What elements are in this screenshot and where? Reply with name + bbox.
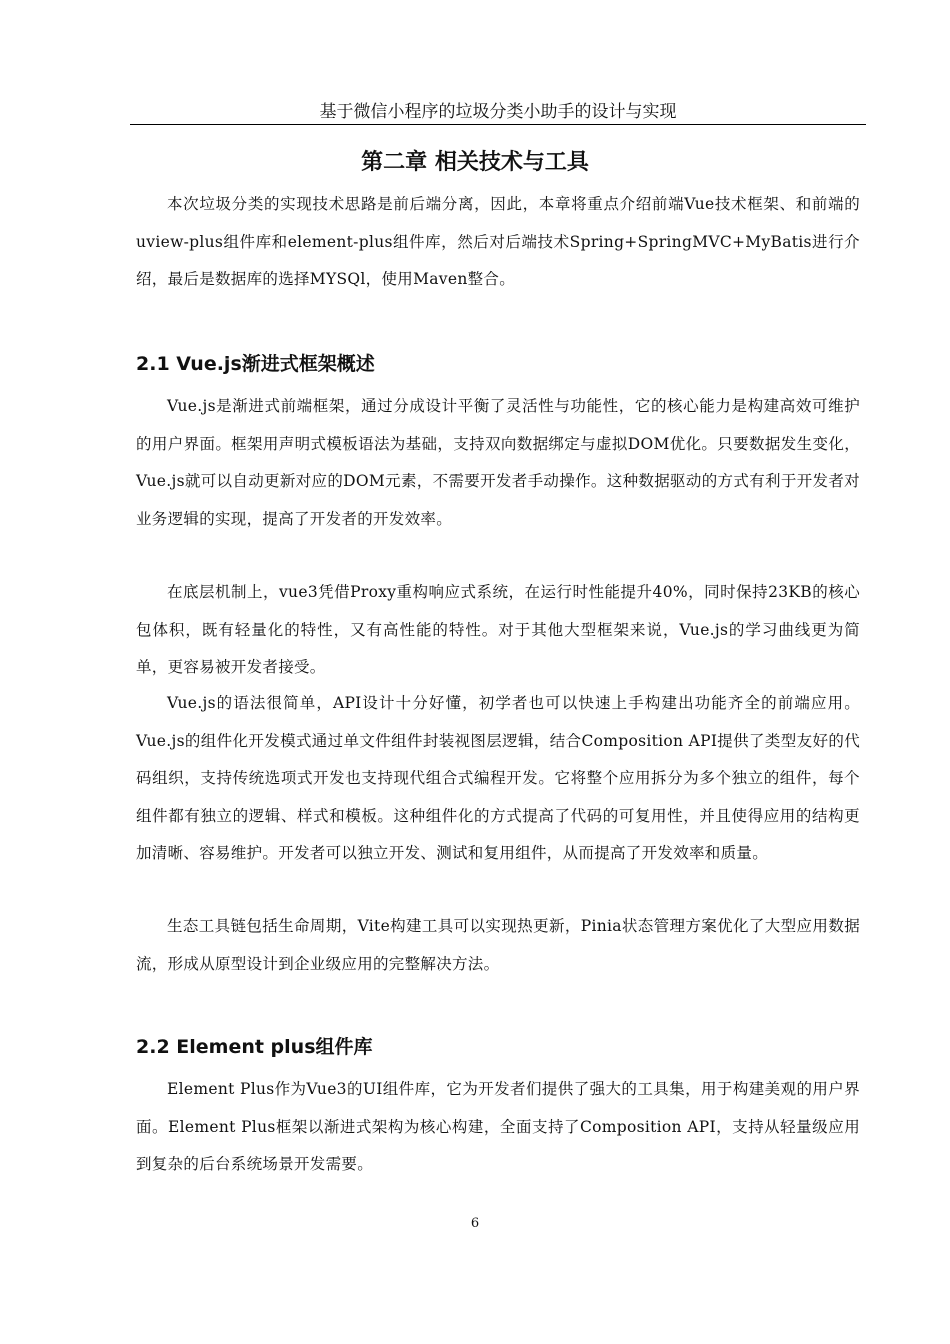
running-header: 基于微信小程序的垃圾分类小助手的设计与实现 [319, 102, 677, 122]
chapter-intro-paragraph: 本次垃圾分类的实现技术思路是前后端分离，因此，本章将重点介绍前端Vue技术框架、和前端的uview-plus组件库和element-plus组件库，然后对后端技术Spring+SpringMVC+MyBatis进行介绍，最后是数据库的选择MYSQl，使用Maven整合。 [136, 195, 860, 288]
section-2-1-paragraph-4: 生态工具链包括生命周期，Vite构建工具可以实现热更新，Pinia状态管理方案优化了大型应用数据流，形成从原型设计到企业级应用的完整解决方法。 [136, 917, 860, 973]
page-number: 6 [470, 1216, 480, 1231]
section-title-2-2: 2.2 Element plus组件库 [136, 1036, 373, 1058]
section-title-2-1: 2.1 Vue.js渐进式框架概述 [136, 353, 375, 375]
header-rule [130, 124, 866, 125]
chapter-title: 第二章 相关技术与工具 [361, 150, 589, 175]
section-2-1-paragraph-3: Vue.js的语法很简单，API设计十分好懂，初学者也可以快速上手构建出功能齐全的前端应用。Vue.js的组件化开发模式通过单文件组件封装视图层逻辑，结合Composition API提供了类型友好的代码组织，支持传统选项式开发也支持现代组合式编程开发。它将整个应用拆分为多个独立的组件，每个组件都有独立的逻辑、样式和模板。这种组件化的方式提高了代码的可复用性，并且使得应用的结构更加清晰、容易维护。开发者可以独立开发、测试和复用组件，从而提高了开发效率和质量。 [136, 694, 860, 862]
section-2-1-paragraph-2: 在底层机制上，vue3凭借Proxy重构响应式系统，在运行时性能提升40%，同时保持23KB的核心包体积，既有轻量化的特性，又有高性能的特性。对于其他大型框架来说，Vue.js的学习曲线更为简单，更容易被开发者接受。 [136, 583, 860, 676]
section-2-1-paragraph-1: Vue.js是渐进式前端框架，通过分成设计平衡了灵活性与功能性，它的核心能力是构建高效可维护的用户界面。框架用声明式模板语法为基础，支持双向数据绑定与虚拟DOM优化。只要数据发生变化，Vue.js就可以自动更新对应的DOM元素，不需要开发者手动操作。这种数据驱动的方式有利于开发者对业务逻辑的实现，提高了开发者的开发效率。 [136, 397, 860, 528]
section-2-2-paragraph-1: Element Plus作为Vue3的UI组件库，它为开发者们提供了强大的工具集，用于构建美观的用户界面。Element Plus框架以渐进式架构为核心构建，全面支持了Composition API，支持从轻量级应用到复杂的后台系统场景开发需要。 [136, 1080, 860, 1173]
